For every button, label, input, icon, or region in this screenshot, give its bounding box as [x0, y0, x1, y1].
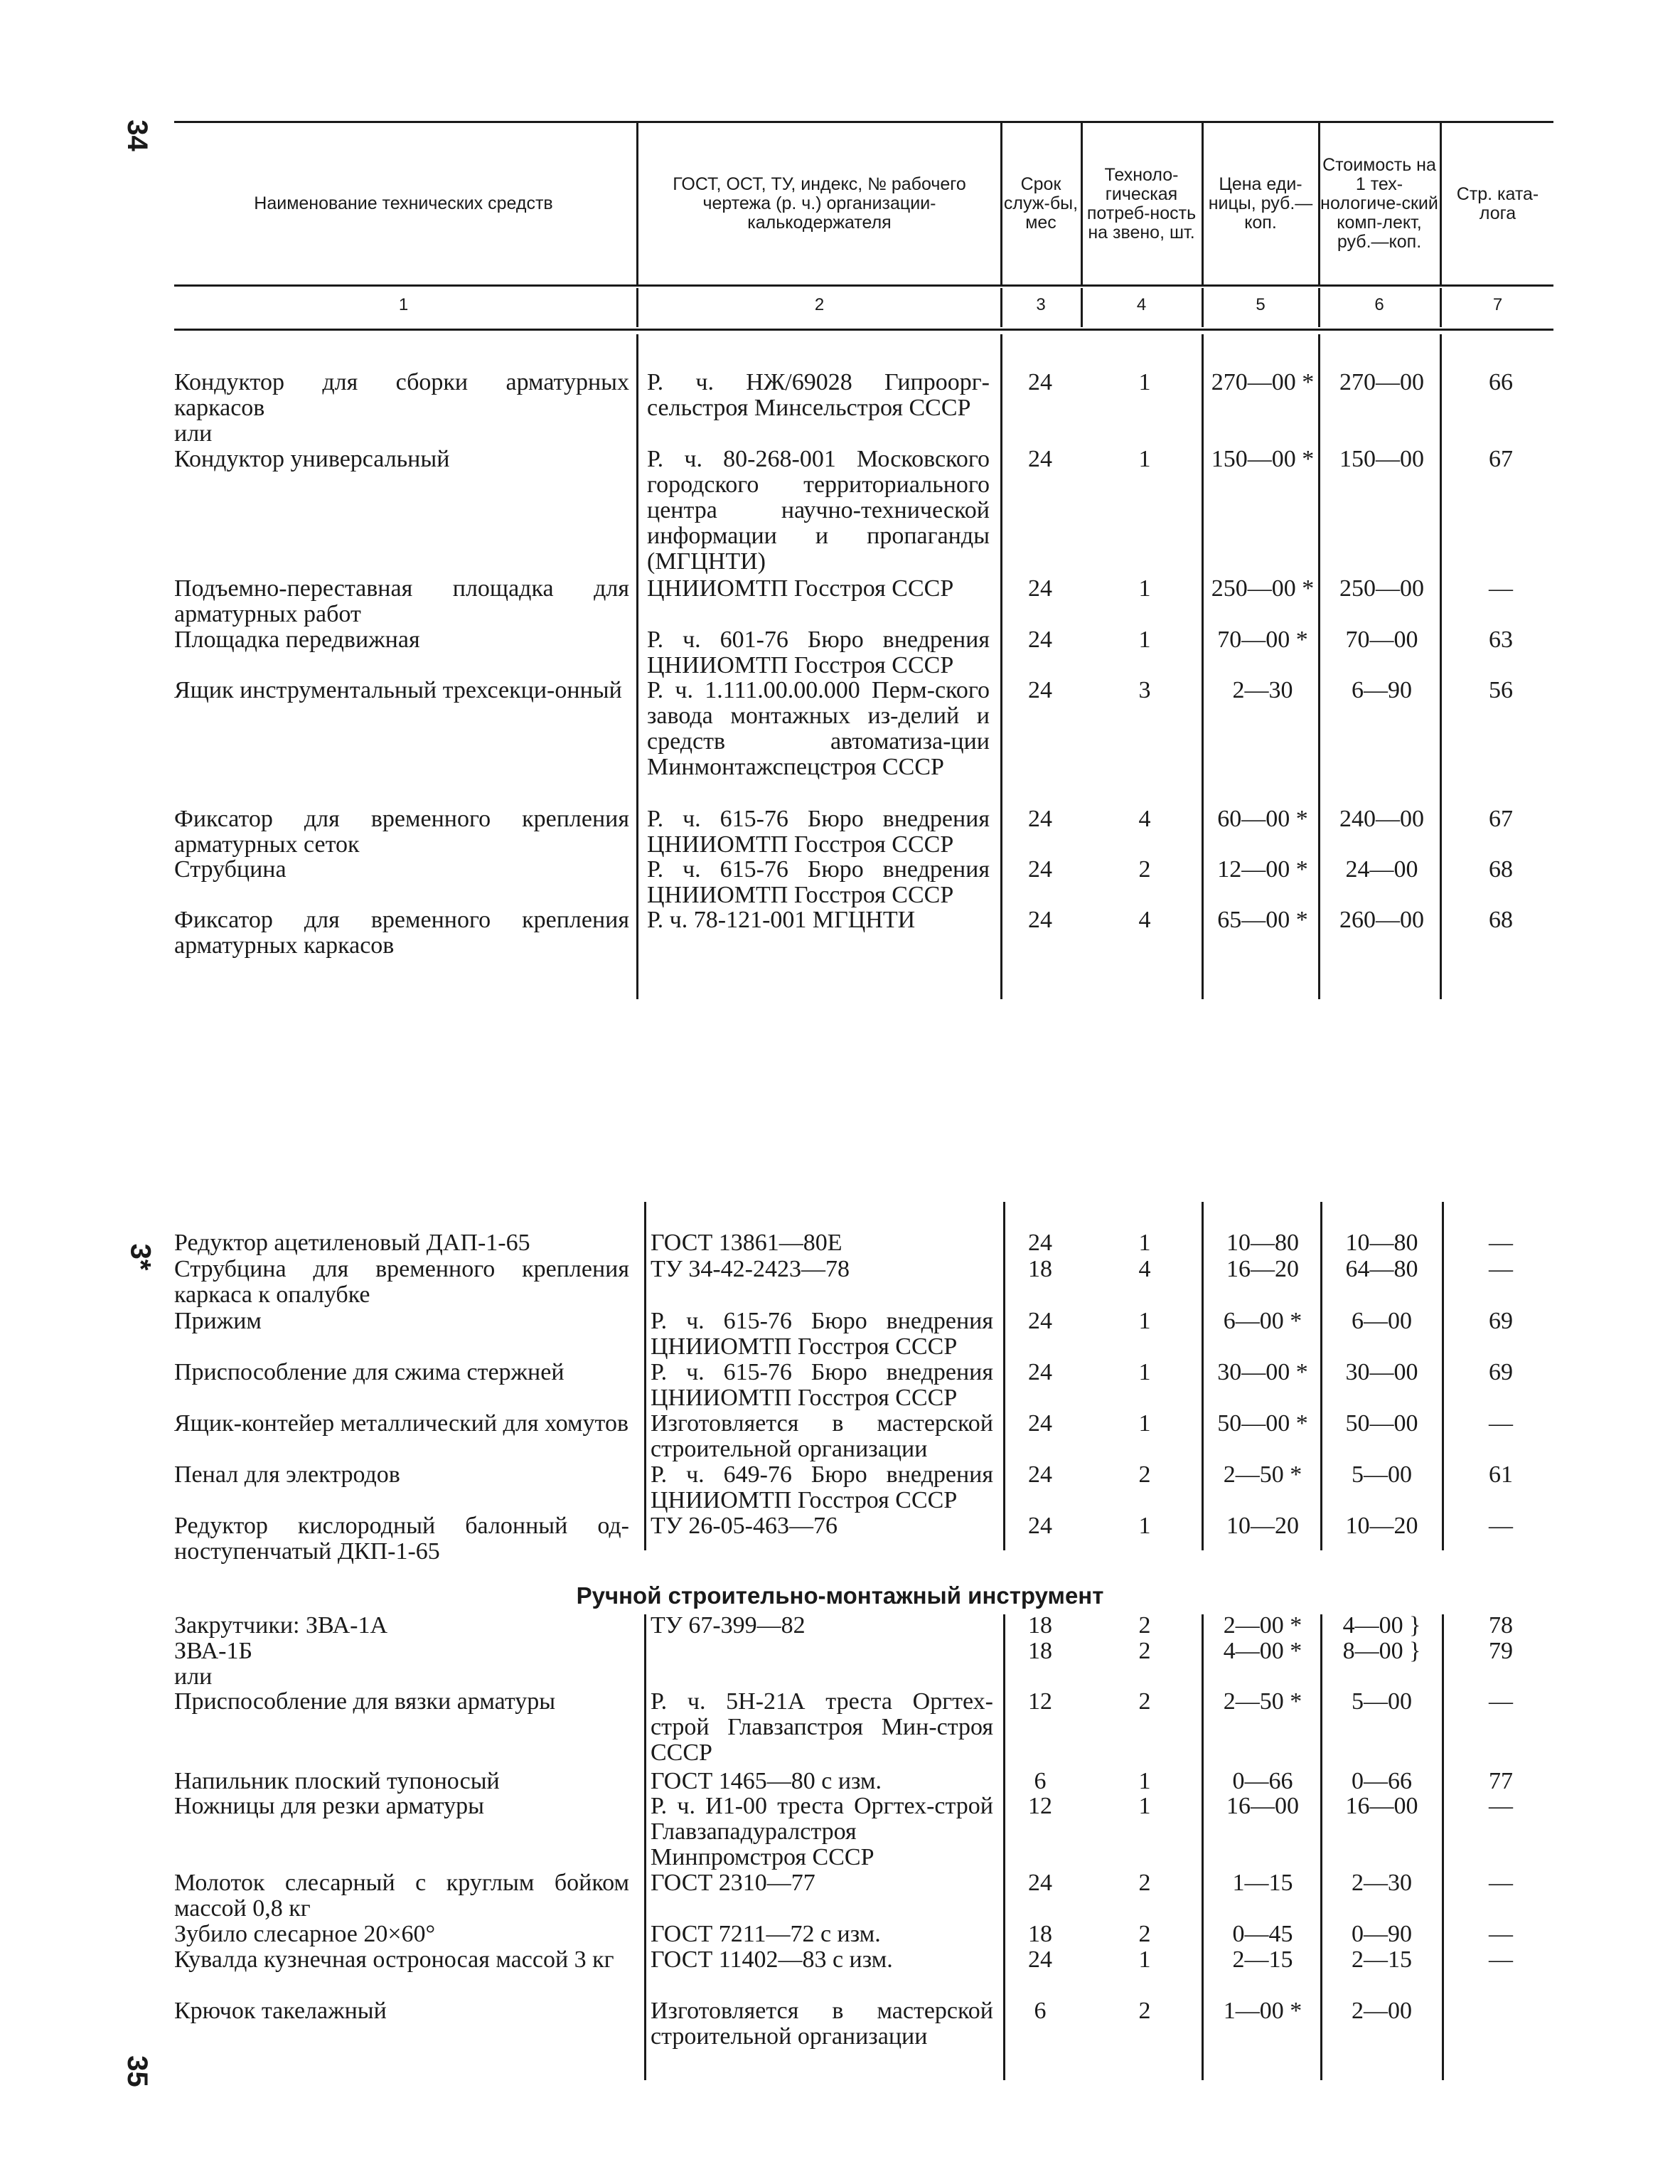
- header-set-cost: Стоимость на 1 тех-нологиче-ский комп-лект, руб.—коп.: [1320, 155, 1438, 252]
- row-set-cost: 10—80: [1345, 1230, 1418, 1256]
- row-quantity: 1: [1138, 1768, 1151, 1794]
- section-title: Ручной строительно-монтажный инструмент: [576, 1582, 1104, 1609]
- column-number: 3: [1036, 295, 1046, 314]
- row-name: Редуктор ацетиленовый ДАП-1-65: [174, 1230, 530, 1256]
- row-service-life: 24: [1028, 1359, 1052, 1385]
- row-document: Р. ч. 601-76 Бюро внедрения ЦНИИОМТП Госстроя СССР: [647, 627, 990, 678]
- row-service-life: 18: [1028, 1256, 1052, 1282]
- row-unit-price: 50—00 *: [1217, 1410, 1308, 1437]
- row-catalog-page: 63: [1489, 627, 1513, 653]
- row-quantity: 2: [1138, 1688, 1151, 1715]
- row-document: Изготовляется в мастерской строительной организации: [651, 1410, 993, 1462]
- row-set-cost: 2—15: [1352, 1946, 1412, 1973]
- row-quantity: 4: [1138, 806, 1151, 832]
- body1-sep-2: [1000, 334, 1002, 999]
- row-set-cost: 270—00: [1339, 369, 1424, 395]
- row-quantity: 3: [1138, 677, 1151, 703]
- column-number: 4: [1136, 295, 1147, 314]
- row-unit-price: 16—20: [1226, 1256, 1299, 1282]
- row-name: Струбцина: [174, 856, 287, 883]
- row-catalog-page: 68: [1489, 907, 1513, 933]
- row-service-life: 24: [1028, 1513, 1052, 1539]
- row-name: Площадка передвижная: [174, 627, 420, 653]
- row-service-life: 24: [1028, 1410, 1052, 1437]
- row-service-life: 24: [1028, 627, 1052, 653]
- row-quantity: 4: [1138, 1256, 1151, 1282]
- row-service-life: 24: [1028, 575, 1052, 602]
- row-set-cost: 2—00: [1352, 1998, 1412, 2024]
- num-sep-1: [636, 288, 638, 327]
- row-service-life: 24: [1028, 1308, 1052, 1334]
- row-unit-price: 150—00 *: [1211, 446, 1315, 472]
- column-number: 7: [1492, 295, 1503, 314]
- row-document: Р. ч. И1-00 треста Оргтех-строй Главзападуралстроя Минпромстроя СССР: [651, 1793, 993, 1870]
- column-number: 2: [814, 295, 825, 314]
- row-set-cost: 260—00: [1339, 907, 1424, 933]
- row-service-life: 18: [1028, 1921, 1052, 1947]
- header-sep-1: [636, 123, 638, 284]
- row-set-cost: 0—90: [1352, 1921, 1412, 1947]
- row-quantity: 1: [1138, 1946, 1151, 1973]
- row-service-life: 24: [1028, 907, 1052, 933]
- row-catalog-page: —: [1489, 1230, 1513, 1256]
- row-unit-price: 10—20: [1226, 1513, 1299, 1539]
- header-demand: Техноло-гическая потреб-ность на звено, шт.: [1086, 164, 1197, 243]
- row-service-life: 12: [1028, 1793, 1052, 1819]
- row-quantity: 4: [1138, 907, 1151, 933]
- body1-sep-4: [1202, 334, 1204, 999]
- header-unit-price: Цена еди-ницы, руб.—коп.: [1208, 174, 1313, 233]
- row-service-life: 12: [1028, 1688, 1052, 1715]
- row-quantity: 1: [1138, 1359, 1151, 1385]
- row-quantity: 1: [1138, 627, 1151, 653]
- row-catalog-page: —: [1489, 1921, 1513, 1947]
- body2-sep-1: [644, 1202, 646, 1550]
- row-name: Приспособление для сжима стержней: [174, 1359, 565, 1385]
- row-unit-price: 12—00 *: [1217, 856, 1308, 883]
- row-quantity: 2: [1138, 1998, 1151, 2024]
- row-unit-price: 0—66: [1232, 1768, 1293, 1794]
- header-bottom-rule: [174, 284, 1553, 287]
- row-set-cost: 2—30: [1352, 1870, 1412, 1896]
- signature-mark: 3*: [124, 1243, 156, 1271]
- row-catalog-page: 66: [1489, 369, 1513, 395]
- row-name: Подъемно-переставная площадка для арматурных работ: [174, 575, 629, 627]
- row-service-life: 24: [1028, 1230, 1052, 1256]
- left-page-number: 34: [121, 119, 153, 151]
- row-name: Кондуктор универсальный: [174, 446, 450, 472]
- row-unit-price: 1—00 *: [1223, 1998, 1302, 2024]
- row-set-cost: 240—00: [1339, 806, 1424, 832]
- row-set-cost: 0—66: [1352, 1768, 1412, 1794]
- row-catalog-page: —: [1489, 1870, 1513, 1896]
- row-catalog-page: 69: [1489, 1308, 1513, 1334]
- row-name: Ящик-контейер металлический для хомутов: [174, 1410, 628, 1437]
- row-set-cost: 250—00: [1339, 575, 1424, 602]
- row-set-cost: 10—20: [1345, 1513, 1418, 1539]
- row-catalog-page: 56: [1489, 677, 1513, 703]
- row-unit-price: 65—00 *: [1217, 907, 1308, 933]
- column-numbers-rule: [174, 329, 1553, 331]
- right-page-number: 35: [121, 2055, 153, 2087]
- row-service-life: 6: [1034, 1768, 1047, 1794]
- row-quantity: 2: [1138, 1461, 1151, 1488]
- row-unit-price: 2—50 *: [1223, 1461, 1302, 1488]
- row-service-life: 24: [1028, 677, 1052, 703]
- row-unit-price: 10—80: [1226, 1230, 1299, 1256]
- row-name: Ножницы для резки арматуры: [174, 1793, 485, 1819]
- row-catalog-page: —: [1489, 1410, 1513, 1437]
- row-set-cost: 5—00: [1352, 1461, 1412, 1488]
- row-unit-price: 16—00: [1226, 1793, 1299, 1819]
- row-set-cost: 50—00: [1345, 1410, 1418, 1437]
- row-catalog-page: —: [1489, 575, 1513, 602]
- row-unit-price: 2—30: [1232, 677, 1293, 703]
- row-document: ТУ 67-399—82: [651, 1612, 806, 1639]
- row-catalog-page: 61: [1489, 1461, 1513, 1488]
- row-catalog-page: —: [1489, 1256, 1513, 1282]
- row-quantity: 2: [1138, 1870, 1151, 1896]
- row-name: Редуктор кислородный балонный од-ноступенчатый ДКП-1-65: [174, 1513, 629, 1565]
- row-service-life: 18 18: [1028, 1612, 1052, 1664]
- row-set-cost: 6—90: [1352, 677, 1412, 703]
- row-unit-price: 2—00 * 4—00 *: [1223, 1612, 1302, 1664]
- row-name: Крючок такелажный: [174, 1998, 387, 2024]
- row-document: ГОСТ 7211—72 с изм.: [651, 1921, 881, 1947]
- row-name: Кувалда кузнечная остроносая массой 3 кг: [174, 1946, 614, 1973]
- row-quantity: 2: [1138, 856, 1151, 883]
- row-service-life: 6: [1034, 1998, 1047, 2024]
- row-document: Р. ч. 1.111.00.00.000 Перм-ского завода монтажных из-делий и средств автоматиза-ции Минмонтажспецстроя СССР: [647, 677, 990, 780]
- row-unit-price: 1—15: [1232, 1870, 1293, 1896]
- body1-sep-1: [636, 334, 638, 999]
- row-catalog-page: 67: [1489, 446, 1513, 472]
- row-document: Р. ч. 80-268-001 Московского городского территориального центра научно-технической информации и пропаганды (МГЦНТИ): [647, 446, 990, 575]
- row-set-cost: 150—00: [1339, 446, 1424, 472]
- row-quantity: 1: [1138, 1793, 1151, 1819]
- row-unit-price: 2—15: [1232, 1946, 1293, 1973]
- row-unit-price: 30—00 *: [1217, 1359, 1308, 1385]
- row-quantity: 1: [1138, 1308, 1151, 1334]
- row-catalog-page: 78 79: [1489, 1612, 1513, 1664]
- row-catalog-page: —: [1489, 1946, 1513, 1973]
- row-service-life: 24: [1028, 1461, 1052, 1488]
- row-unit-price: 0—45: [1232, 1921, 1293, 1947]
- header-name: Наименование технических средств: [254, 193, 553, 213]
- row-service-life: 24: [1028, 369, 1052, 395]
- row-document: Р. ч. 615-76 Бюро внедрения ЦНИИОМТП Госстроя СССР: [651, 1308, 993, 1360]
- row-set-cost: 70—00: [1345, 627, 1418, 653]
- row-quantity: 1: [1138, 1513, 1151, 1539]
- row-quantity: 1: [1138, 1410, 1151, 1437]
- row-service-life: 24: [1028, 1946, 1052, 1973]
- header-document: ГОСТ, ОСТ, ТУ, индекс, № рабочего чертежа (р. ч.) организации-калькодержателя: [673, 174, 966, 233]
- row-set-cost: 24—00: [1345, 856, 1418, 883]
- row-set-cost: 5—00: [1352, 1688, 1412, 1715]
- row-quantity: 2 2: [1138, 1612, 1151, 1664]
- row-document: Р. ч. 649-76 Бюро внедрения ЦНИИОМТП Госстроя СССР: [651, 1461, 993, 1513]
- row-unit-price: 60—00 *: [1217, 806, 1308, 832]
- body1-sep-6: [1440, 334, 1442, 999]
- row-name: Фиксатор для временного крепления арматурных каркасов: [174, 907, 629, 959]
- row-document: Р. ч. 615-76 Бюро внедрения ЦНИИОМТП Госстроя СССР: [647, 856, 990, 908]
- row-catalog-page: 67: [1489, 806, 1513, 832]
- row-unit-price: 270—00 *: [1211, 369, 1315, 395]
- row-document: Р. ч. НЖ/69028 Гипроорг-сельстроя Минсельстроя СССР: [647, 369, 990, 421]
- row-document: Р. ч. 78-121-001 МГЦНТИ: [647, 907, 916, 933]
- row-set-cost: 16—00: [1345, 1793, 1418, 1819]
- row-unit-price: 6—00 *: [1223, 1308, 1302, 1334]
- row-name: Приспособление для вязки арматуры: [174, 1688, 556, 1715]
- row-name: Пенал для электродов: [174, 1461, 400, 1488]
- row-catalog-page: —: [1489, 1513, 1513, 1539]
- row-quantity: 1: [1138, 369, 1151, 395]
- row-quantity: 1: [1138, 1230, 1151, 1256]
- row-set-cost: 6—00: [1352, 1308, 1412, 1334]
- row-name: Напильник плоский тупоносый: [174, 1768, 500, 1794]
- row-service-life: 24: [1028, 446, 1052, 472]
- row-unit-price: 2—50 *: [1223, 1688, 1302, 1715]
- row-name: Молоток слесарный с круглым бойком массой 0,8 кг: [174, 1870, 629, 1922]
- row-catalog-page: 77: [1489, 1768, 1513, 1794]
- row-quantity: 1: [1138, 575, 1151, 602]
- row-document: Р. ч. 615-76 Бюро внедрения ЦНИИОМТП Госстроя СССР: [651, 1359, 993, 1411]
- row-catalog-page: 69: [1489, 1359, 1513, 1385]
- row-document: Изготовляется в мастерской строительной организации: [651, 1998, 993, 2050]
- row-document: ГОСТ 2310—77: [651, 1870, 815, 1896]
- row-document: ТУ 34-42-2423—78: [651, 1256, 850, 1282]
- header-catalog-page: Стр. ката-лога: [1456, 183, 1539, 223]
- row-unit-price: 70—00 *: [1217, 627, 1308, 653]
- row-name: Закрутчики: ЗВА-1А ЗВА-1Б или: [174, 1612, 388, 1690]
- row-catalog-page: —: [1489, 1793, 1513, 1819]
- body1-sep-5: [1318, 334, 1320, 999]
- row-name: Зубило слесарное 20×60°: [174, 1921, 436, 1947]
- row-document: ГОСТ 13861—80Е: [651, 1230, 842, 1256]
- row-document: Р. ч. 615-76 Бюро внедрения ЦНИИОМТП Госстроя СССР: [647, 806, 990, 858]
- row-set-cost: 64—80: [1345, 1256, 1418, 1282]
- row-service-life: 24: [1028, 806, 1052, 832]
- row-document: ТУ 26-05-463—76: [651, 1513, 838, 1539]
- row-name: Фиксатор для временного крепления арматурных сеток: [174, 806, 629, 858]
- row-catalog-page: 68: [1489, 856, 1513, 883]
- column-number: 6: [1374, 295, 1384, 314]
- row-service-life: 24: [1028, 1870, 1052, 1896]
- row-service-life: 24: [1028, 856, 1052, 883]
- row-unit-price: 250—00 *: [1211, 575, 1315, 602]
- body3-sep-1: [644, 1614, 646, 2080]
- row-set-cost: 4—00 } 8—00 }: [1342, 1612, 1421, 1664]
- row-name: Ящик инструментальный трехсекци-онный: [174, 677, 622, 703]
- row-document: ЦНИИОМТП Госстроя СССР: [647, 575, 954, 602]
- header-service-life: Срок служ-бы, мес: [1003, 174, 1079, 233]
- row-catalog-page: —: [1489, 1688, 1513, 1715]
- row-quantity: 1: [1138, 446, 1151, 472]
- column-number: 1: [398, 295, 409, 314]
- row-document: Р. ч. 5Н-21А треста Оргтех-строй Главзапстроя Мин-строя СССР: [651, 1688, 993, 1766]
- row-set-cost: 30—00: [1345, 1359, 1418, 1385]
- row-name: Струбцина для временного крепления каркаса к опалубке: [174, 1256, 629, 1308]
- row-document: ГОСТ 1465—80 с изм.: [651, 1768, 882, 1794]
- row-document: ГОСТ 11402—83 с изм.: [651, 1946, 893, 1973]
- row-name: Кондуктор для сборки арматурных каркасов или: [174, 369, 629, 447]
- row-name: Прижим: [174, 1308, 262, 1334]
- column-number: 5: [1256, 295, 1266, 314]
- row-quantity: 2: [1138, 1921, 1151, 1947]
